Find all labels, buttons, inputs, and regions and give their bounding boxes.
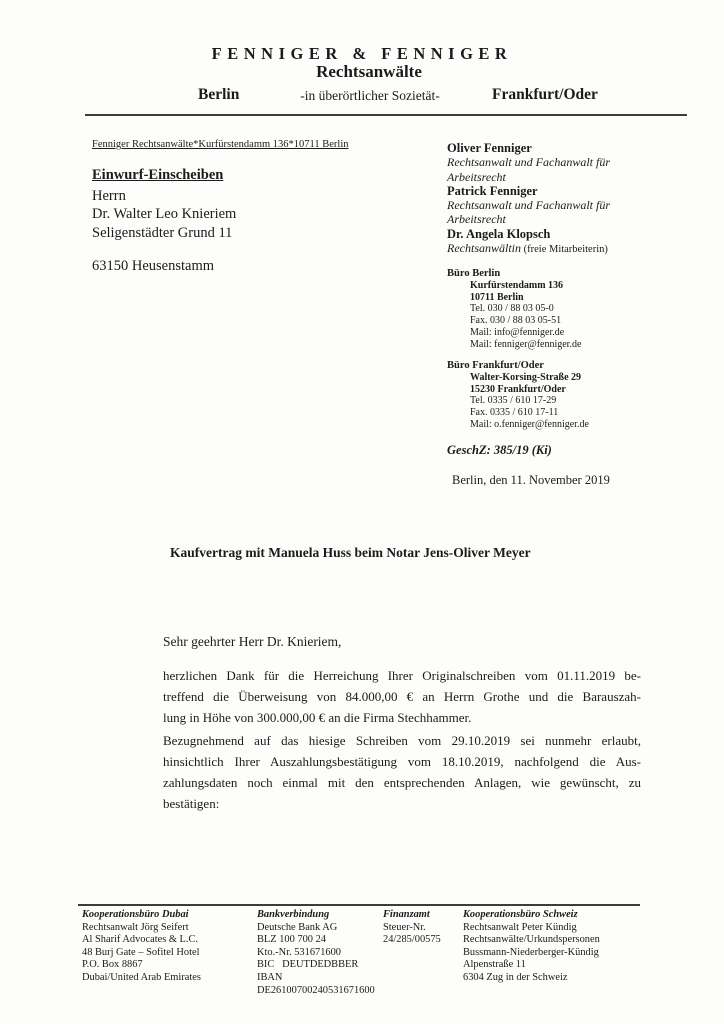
society-note: -in überörtlicher Sozietät- — [300, 88, 440, 103]
delivery-method: Einwurf-Einscheiben — [92, 167, 224, 183]
office-block-frankfurt — [447, 360, 647, 431]
footer-lines — [257, 922, 383, 998]
footer-line: Al Sharif Advocates & L.C. — [82, 934, 199, 946]
footer-column-dubai — [82, 909, 254, 985]
footer-line: 48 Burj Gate – Sofitel Hotel — [82, 946, 200, 958]
footer-divider — [78, 904, 640, 906]
body-line: herzlichen Dank für die Herreichung Ihrer Originalschreiben vom 01.11.2019 be- — [163, 668, 641, 683]
office-block-berlin — [447, 268, 647, 351]
office-line: Fax. 030 / 88 03 05-51 — [470, 315, 562, 327]
firm-subtitle: Rechtsanwälte — [316, 62, 422, 81]
attorney-role-title: Rechtsanwältin — [447, 241, 521, 256]
date-line: Berlin, den 11. November 2019 — [452, 473, 610, 487]
office-title: Büro Berlin — [447, 268, 501, 279]
body-paragraph-2 — [163, 730, 641, 814]
footer-column-bank — [257, 909, 383, 997]
footer-column-switzerland — [463, 909, 648, 985]
office-city-frankfurt: Frankfurt/Oder — [492, 86, 598, 103]
body-line: bestätigen: — [163, 796, 220, 811]
footer-line: Rechtsanwalt Peter Kündig — [463, 921, 577, 933]
office-line: 15230 Frankfurt/Oder — [470, 383, 566, 395]
recipient-city: 63150 Heusenstamm — [92, 258, 215, 274]
office-line: Kurfürstendamm 136 — [470, 279, 564, 291]
footer-line: 24/285/00575 — [383, 934, 441, 946]
footer-title: Kooperationsbüro Dubai — [82, 909, 189, 920]
attorney-name: Dr. Angela Klopsch — [447, 226, 551, 241]
body-line: lung in Höhe von 300.000,00 € an die Firma Stechhammer. — [163, 710, 472, 725]
office-line: Mail: o.fenniger@fenniger.de — [470, 418, 589, 430]
firm-name: FENNIGER & FENNIGER — [211, 44, 513, 63]
footer-line: 6304 Zug in der Schweiz — [463, 971, 568, 983]
footer-line: Bussmann-Niederberger-Kündig — [463, 946, 599, 958]
recipient-lines — [92, 187, 236, 243]
footer-line: Steuer-Nr. — [383, 921, 426, 933]
footer-title: Kooperationsbüro Schweiz — [463, 909, 578, 920]
footer-line: Rechtsanwalt Jörg Seifert — [82, 921, 189, 933]
footer-line: Deutsche Bank AG — [257, 921, 338, 933]
body-line: zahlungsdaten noch einmal mit den entsprechenden Anlagen, wie gewünscht, zu — [163, 775, 641, 790]
office-line: Mail: fenniger@fenniger.de — [470, 338, 582, 350]
reference-number: GeschZ: 385/19 (Ki) — [447, 443, 552, 457]
attorney-role: Rechtsanwalt und Fachanwalt für Arbeitsrecht — [447, 198, 610, 227]
salutation: Sehr geehrter Herr Dr. Knieriem, — [163, 634, 342, 649]
office-line: Fax. 0335 / 610 17-11 — [470, 407, 559, 419]
office-line: 10711 Berlin — [470, 291, 524, 303]
footer-line: BIC DEUTDEDBBER — [257, 959, 359, 971]
body-line: treffend die Überweisung von 84.000,00 € an Herrn Grothe und die Barauszah- — [163, 689, 641, 704]
recipient-line: Dr. Walter Leo Knieriem — [92, 206, 237, 222]
footer-line: Kto.-Nr. 531671600 — [257, 946, 341, 958]
footer-lines — [383, 922, 461, 947]
attorney-role — [447, 241, 632, 257]
recipient-line: Herrn — [92, 187, 126, 204]
office-line: Walter-Korsing-Straße 29 — [470, 371, 582, 383]
footer-line: Dubai/United Arab Emirates — [82, 971, 201, 983]
footer-lines — [82, 922, 254, 985]
footer-line: BLZ 100 700 24 — [257, 934, 326, 946]
subject-line: Kaufvertrag mit Manuela Huss beim Notar Jens-Oliver Meyer — [170, 545, 531, 560]
footer-title: Bankverbindung — [257, 909, 330, 920]
footer-lines — [463, 922, 648, 985]
attorney-name: Oliver Fenniger — [447, 141, 532, 155]
recipient-line: Seligenstädter Grund 11 — [92, 224, 233, 241]
office-line: Tel. 030 / 88 03 05-0 — [470, 303, 554, 315]
footer-title: Finanzamt — [383, 909, 430, 920]
footer-line: IBAN DE26100700240531671600 — [257, 971, 375, 996]
office-frankfurt-lines — [470, 372, 647, 431]
office-line: Tel. 0335 / 610 17-29 — [470, 395, 557, 407]
body-paragraph-1 — [163, 665, 641, 728]
office-berlin-lines — [470, 280, 647, 351]
attorney-name: Patrick Fenniger — [447, 183, 538, 198]
body-line: hinsichtlich Ihrer Auszahlungsbestätigung vom 18.10.2019, nachfolgend die Aus- — [163, 754, 641, 769]
recipient-address-block — [92, 166, 236, 276]
header-divider — [85, 114, 687, 116]
office-line: Mail: info@fenniger.de — [470, 326, 565, 338]
footer-line: P.O. Box 8867 — [82, 959, 143, 971]
attorney-role-note: (freie Mitarbeiterin) — [521, 244, 608, 256]
footer-line: Rechtsanwälte/Urkundspersonen — [463, 934, 600, 946]
attorney-role: Rechtsanwalt und Fachanwalt für Arbeitsrecht — [447, 155, 610, 184]
office-city-berlin: Berlin — [198, 86, 240, 103]
body-line: Bezugnehmend auf das hiesige Schreiben vom 29.10.2019 sei nunmehr erlaubt, — [163, 733, 641, 748]
return-address-line: Fenniger Rechtsanwälte*Kurfürstendamm 136*10711 Berlin — [92, 139, 349, 150]
footer-line: Alpenstraße 11 — [463, 959, 526, 971]
footer-column-tax-office — [383, 909, 461, 947]
office-title: Büro Frankfurt/Oder — [447, 360, 544, 371]
attorneys-block — [447, 141, 632, 257]
